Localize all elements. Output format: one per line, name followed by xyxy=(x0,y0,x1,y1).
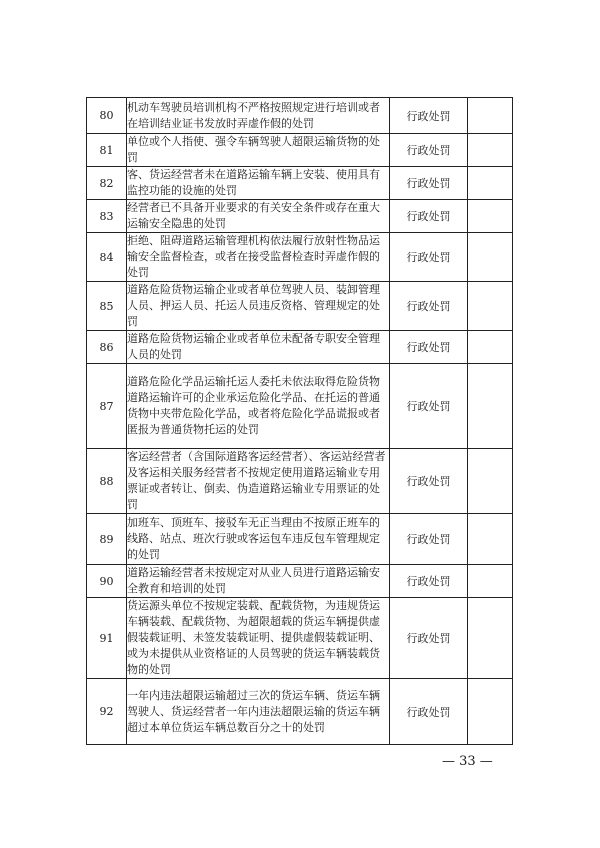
item-category: 行政处罚 xyxy=(390,514,468,565)
item-description: 道路运输经营者未按规定对从业人员进行道路运输安全教育和培训的处罚 xyxy=(127,565,390,598)
row-number: 91 xyxy=(87,598,127,679)
penalty-table xyxy=(86,97,513,745)
table-row xyxy=(87,331,513,364)
table-row xyxy=(87,98,513,134)
item-category: 行政处罚 xyxy=(390,134,468,167)
page-number: — 33 — xyxy=(442,754,493,769)
empty-cell xyxy=(468,331,513,364)
empty-cell xyxy=(468,134,513,167)
table-row xyxy=(87,679,513,745)
table-row xyxy=(87,565,513,598)
item-category: 行政处罚 xyxy=(390,167,468,200)
row-number: 85 xyxy=(87,282,127,331)
table-row xyxy=(87,134,513,167)
empty-cell xyxy=(468,364,513,449)
row-number: 90 xyxy=(87,565,127,598)
empty-cell xyxy=(468,565,513,598)
empty-cell xyxy=(468,598,513,679)
empty-cell xyxy=(468,200,513,233)
table-row xyxy=(87,200,513,233)
row-number: 86 xyxy=(87,331,127,364)
empty-cell xyxy=(468,679,513,745)
table-row xyxy=(87,282,513,331)
row-number: 84 xyxy=(87,233,127,282)
row-number: 83 xyxy=(87,200,127,233)
item-category: 行政处罚 xyxy=(390,233,468,282)
item-category: 行政处罚 xyxy=(390,364,468,449)
table-row xyxy=(87,598,513,679)
item-category: 行政处罚 xyxy=(390,282,468,331)
item-description: 客、货运经营者未在道路运输车辆上安装、使用具有监控功能的设施的处罚 xyxy=(127,167,390,200)
row-number: 80 xyxy=(87,98,127,134)
item-description: 货运源头单位不按规定装载、配载货物，为违规货运车辆装载、配载货物、为超限超载的货运车辆提供虚假装载证明、未签发装载证明、提供虚假装载证明、或为未提供从业资格证的人员驾驶的货运车辆装载货物的处罚 xyxy=(127,598,390,679)
row-number: 82 xyxy=(87,167,127,200)
item-description: 一年内违法超限运输超过三次的货运车辆、货运车辆驾驶人、货运经营者一年内违法超限运输的货运车辆超过本单位货运车辆总数百分之十的处罚 xyxy=(127,679,390,745)
empty-cell xyxy=(468,233,513,282)
empty-cell xyxy=(468,449,513,514)
row-number: 89 xyxy=(87,514,127,565)
item-description: 机动车驾驶员培训机构不严格按照规定进行培训或者在培训结业证书发放时弄虚作假的处罚 xyxy=(127,98,390,134)
table-row xyxy=(87,233,513,282)
item-category: 行政处罚 xyxy=(390,98,468,134)
item-description: 道路危险货物运输企业或者单位未配备专职安全管理人员的处罚 xyxy=(127,331,390,364)
item-description: 经营者已不具备开业要求的有关安全条件或存在重大运输安全隐患的处罚 xyxy=(127,200,390,233)
row-number: 92 xyxy=(87,679,127,745)
item-description: 客运经营者（含国际道路客运经营者）、客运站经营者及客运相关服务经营者不按规定使用道路运输业专用票证或者转让、倒卖、伪造道路运输业专用票证的处罚 xyxy=(127,449,390,514)
empty-cell xyxy=(468,514,513,565)
item-description: 加班车、顶班车、接驳车无正当理由不按原正班车的线路、站点、班次行驶或客运包车违反包车管理规定的处罚 xyxy=(127,514,390,565)
item-category: 行政处罚 xyxy=(390,331,468,364)
table-row xyxy=(87,514,513,565)
empty-cell xyxy=(468,282,513,331)
item-description: 单位或个人指使、强令车辆驾驶人超限运输货物的处罚 xyxy=(127,134,390,167)
item-category: 行政处罚 xyxy=(390,598,468,679)
item-category: 行政处罚 xyxy=(390,449,468,514)
table-row xyxy=(87,167,513,200)
item-description: 道路危险货物运输企业或者单位驾驶人员、装卸管理人员、押运人员、托运人员违反资格、管理规定的处罚 xyxy=(127,282,390,331)
row-number: 88 xyxy=(87,449,127,514)
empty-cell xyxy=(468,167,513,200)
item-category: 行政处罚 xyxy=(390,565,468,598)
table-row xyxy=(87,449,513,514)
row-number: 87 xyxy=(87,364,127,449)
item-description: 拒绝、阻碍道路运输管理机构依法履行放射性物品运输安全监督检查，或者在接受监督检查时弄虚作假的处罚 xyxy=(127,233,390,282)
item-category: 行政处罚 xyxy=(390,679,468,745)
row-number: 81 xyxy=(87,134,127,167)
item-description: 道路危险化学品运输托运人委托未依法取得危险货物道路运输许可的企业承运危险化学品、在托运的普通货物中夹带危险化学品，或者将危险化学品谎报或者匿报为普通货物托运的处罚 xyxy=(127,364,390,449)
empty-cell xyxy=(468,98,513,134)
item-category: 行政处罚 xyxy=(390,200,468,233)
table-row xyxy=(87,364,513,449)
